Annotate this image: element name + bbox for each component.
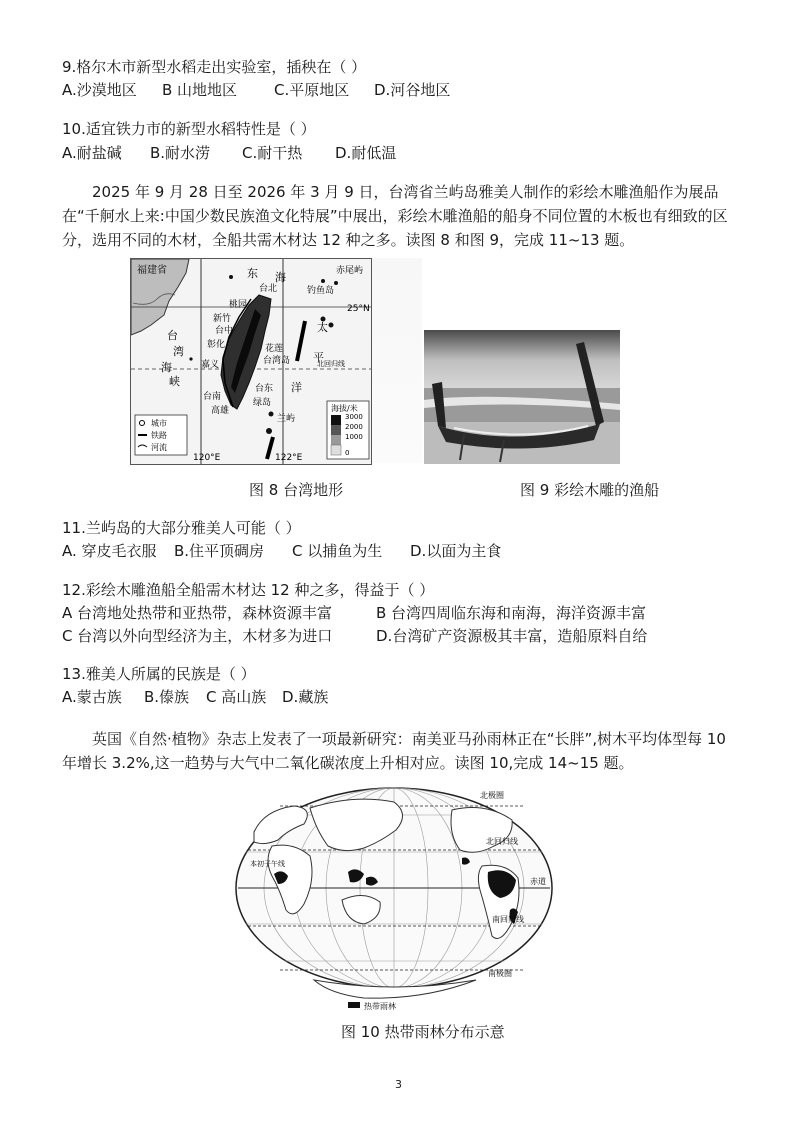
passage-taiwan: 2025 年 9 月 28 日至 2026 年 3 月 9 日，台湾省兰屿岛雅美人制作的彩绘木雕渔船作为展品在“千舸水上来:中国少数民族渔文化特展”中展出，彩绘木雕渔船的船身不同位置的木板也有细致的区分，选用不同的木材，全船共需木材达 12 种之多。读图 8 和图 9，完成 11~13 题。 [62,183,728,249]
q10-option-b: B.耐水涝 [150,144,211,162]
pacific-island [329,323,334,328]
q10-stem: 10.适宜铁力市的新型水稻特性是（ ） [62,120,316,138]
label-taidong: 台东 [255,384,274,394]
legend-elev-1000: 1000 [345,433,363,441]
label-equator: 赤道 [530,877,546,886]
legend-rainforest-label: 热带雨林 [364,1002,396,1011]
label-taiwandao: 台湾岛 [263,356,291,366]
legend-rainforest-swatch [348,1002,360,1008]
elev-swatch-base [331,445,341,455]
q11-option-c: C 以捕鱼为生 [292,542,383,560]
q11-stem: 11.兰屿岛的大部分雅美人可能（ ） [62,519,301,537]
island-dot [229,275,233,279]
label-prime-meridian: 本初子午线 [250,860,285,868]
q10-option-c: C.耐干热 [242,144,303,162]
label-fujian: 福建省 [137,265,167,276]
q12-option-b: B 台湾四周临东海和南海，海洋资源丰富 [376,604,647,622]
q13-option-d: D.藏族 [282,688,329,706]
legend-river-label: 河流 [151,443,167,452]
label-lvdao: 绿岛 [253,398,272,408]
elev-swatch-low [331,435,341,445]
q13-options [62,687,328,707]
q11-option-b: B.住平顶碉房 [174,542,265,560]
figure-9-boat-photo [424,330,620,464]
bleed-through-area [372,258,422,463]
legend-elev-2000: 2000 [345,423,363,431]
figure-8-taiwan-map [130,258,372,465]
elev-swatch-mid [331,425,341,435]
label-xinzhu: 新竹 [213,314,232,324]
label-strait-4: 峡 [169,375,180,388]
label-east-sea-1: 东 [247,267,258,280]
lanyu-island [266,428,272,434]
label-strait-2: 湾 [173,345,184,358]
q12-option-c: C 台湾以外向型经济为主，木材多为进口 [62,627,333,645]
label-pacific-1: 太 [317,321,328,334]
label-jiayi: 嘉义 [201,360,220,370]
label-taibei: 台北 [259,284,278,294]
q13-option-b: B.傣族 [144,688,190,706]
q13-option-a: A.蒙古族 [62,688,122,706]
legend-city-label: 城市 [151,419,167,428]
figure-9-caption: 图 9 彩绘木雕的渔船 [520,481,660,499]
lvdao-island [269,412,274,417]
label-lat-25n: 25°N [347,304,370,314]
q13-option-c: C 高山族 [206,688,267,706]
q9-option-c: C.平原地区 [274,81,350,99]
label-lon-120e: 120°E [193,453,221,463]
q12-stem: 12.彩绘木雕渔船全船需木材达 12 种之多，得益于（ ） [62,581,435,599]
label-lon-122e: 122°E [275,453,303,463]
label-tropic-cancer: 北回归线 [486,837,518,846]
label-lanyu: 兰屿 [277,414,296,424]
q10-option-a: A.耐盐碱 [62,144,122,162]
q9-option-b: B 山地地区 [162,81,238,99]
legend-elev-3000: 3000 [345,413,363,421]
label-hualian: 花莲 [265,344,284,354]
label-strait-3: 海 [161,361,172,374]
legend-elev-0: 0 [345,449,350,457]
elev-swatch-high [331,415,341,425]
world-map-svg [224,780,574,1012]
q13-stem: 13.雅美人所属的民族是（ ） [62,665,256,683]
label-gaoxiong: 高雄 [211,406,230,416]
q10-option-d: D.耐低温 [335,144,397,162]
boat-photo-svg [424,330,620,464]
label-pacific-2: 平 [313,351,324,364]
label-strait-1: 台 [167,329,178,342]
label-tainan: 台南 [203,392,222,402]
label-arctic-circle: 北极圈 [480,791,504,800]
figure-10-caption: 图 10 热带雨林分布示意 [341,1023,505,1041]
map-indicator-bar [267,437,273,459]
label-antarctic-circle: 南极圈 [488,969,512,978]
chiwei-island [334,281,338,285]
q11-option-a: A. 穿皮毛衣服 [62,542,157,560]
q11-options [62,541,501,561]
page-number: 3 [395,1078,402,1091]
figure-10-world-map [224,780,574,1012]
label-chiwei: 赤尾屿 [336,266,364,276]
label-diaoyu: 钓鱼岛 [307,286,335,296]
q10-options [62,143,396,163]
label-taizhong: 台中 [215,326,234,336]
figure-8-caption: 图 8 台湾地形 [249,481,344,499]
label-pacific-3: 洋 [291,381,302,394]
q9-options [62,80,450,100]
q9-stem: 9.格尔木市新型水稻走出实验室，插秧在（ ） [62,58,367,76]
diaoyu-island [321,279,325,283]
q11-option-d: D.以面为主食 [410,542,502,560]
q12-option-d: D.台湾矿产资源极其丰富，造船原料自给 [376,627,648,645]
legend-railway-label: 铁路 [151,431,167,440]
q9-option-d: D.河谷地区 [374,81,451,99]
passage-amazon: 英国《自然·植物》杂志上发表了一项最新研究：南美亚马孙雨林正在“长胖”,树木平均体型每 10 年增长 3.2%,这一趋势与大气中二氧化碳浓度上升相对应。读图 10,完成 14~15 题。 [62,730,726,772]
label-tropic-capricorn: 南回归线 [492,915,524,924]
q9-option-a: A.沙漠地区 [62,81,137,99]
q12-options-row1 [62,603,646,623]
label-taoyuan: 桃园 [229,300,248,310]
q12-options-row2 [62,626,647,646]
taiwan-map-svg [131,259,371,464]
penghu-island [189,357,192,360]
label-east-sea-2: 海 [275,271,286,284]
label-tropic: 北回归线 [317,360,345,368]
label-zhanghua: 彰化 [207,340,226,350]
q12-option-a: A 台湾地处热带和亚热带，森林资源丰富 [62,604,333,622]
legend-elevation-title: 海拔/米 [331,404,358,413]
map-indicator-bar [297,321,305,361]
